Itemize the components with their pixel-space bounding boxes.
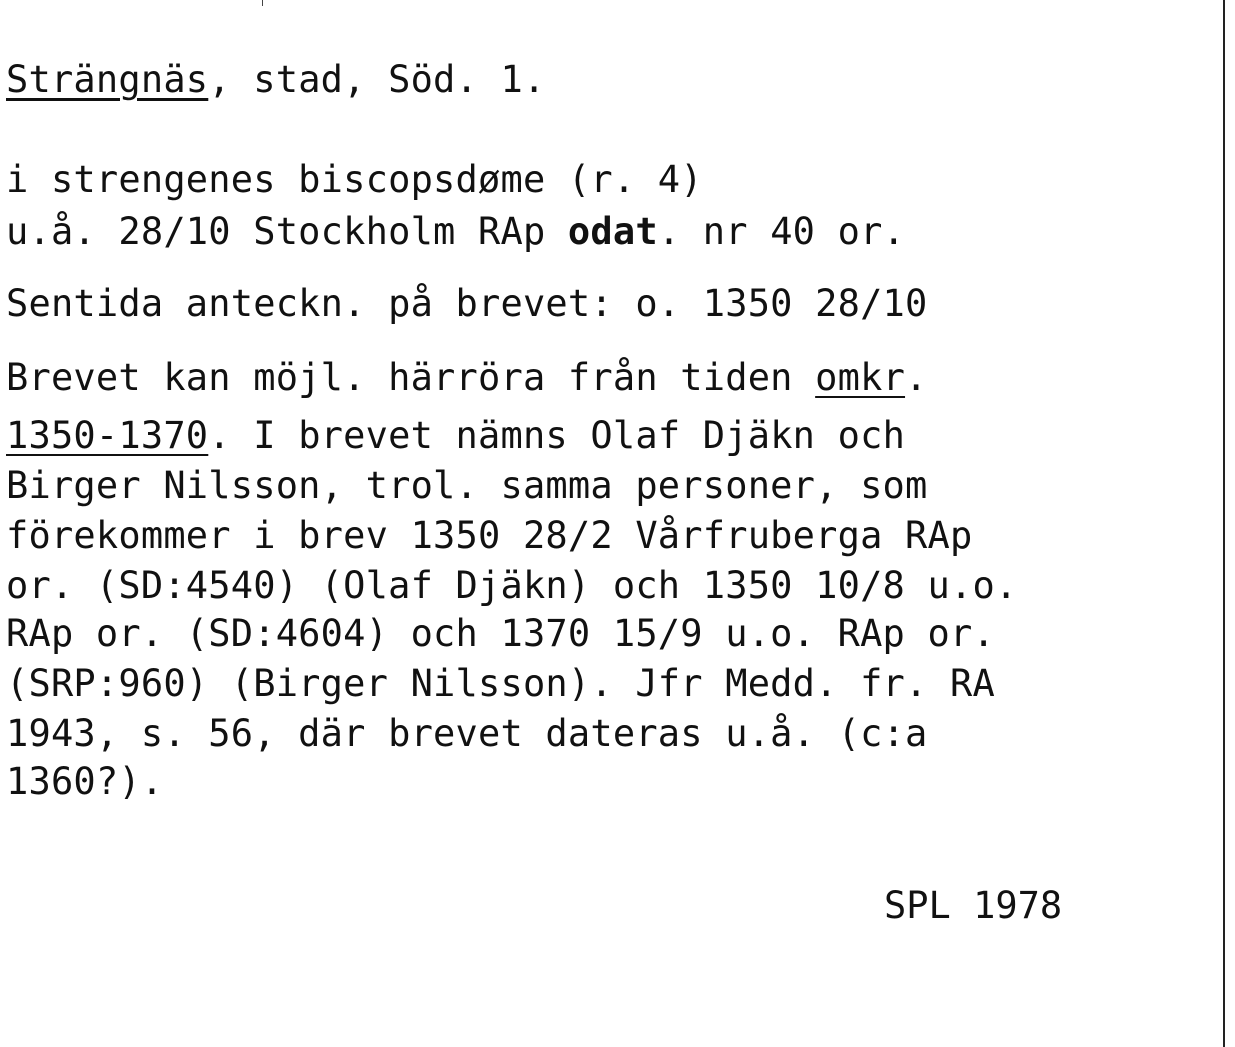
- heading-place-name: Strängnäs: [6, 58, 209, 101]
- body-line-1-pre: Brevet kan möjl. härröra från tiden: [6, 356, 816, 399]
- body-line-1-post: .: [905, 356, 928, 399]
- body-line-2-post: . I brevet nämns Olaf Djäkn och: [208, 414, 906, 457]
- card-right-edge: [1223, 0, 1225, 1047]
- signature: SPL 1978: [884, 884, 1063, 927]
- body-line-2-date-range: 1350-1370: [6, 414, 209, 457]
- diocese-line: i strengenes biscopsdøme (r. 4): [6, 158, 703, 201]
- source-line-post: . nr 40 or.: [657, 210, 906, 253]
- annotation-line: Sentida anteckn. på brevet: o. 1350 28/10: [6, 282, 928, 325]
- body-line-3: Birger Nilsson, trol. samma personer, som: [6, 464, 928, 507]
- body-line-4: förekommer i brev 1350 28/2 Vårfruberga RAp: [6, 514, 973, 557]
- body-line-2: [6, 414, 905, 458]
- source-line-undated: odat: [567, 210, 658, 253]
- body-line-6: RAp or. (SD:4604) och 1370 15/9 u.o. RAp or.: [6, 612, 995, 655]
- source-line: [6, 210, 905, 254]
- card-top-mark: [262, 0, 263, 6]
- heading-rest: , stad, Söd. 1.: [208, 58, 546, 101]
- body-line-1-underlined: omkr: [815, 356, 906, 399]
- body-line-1: [6, 356, 928, 400]
- body-line-9: 1360?).: [6, 760, 164, 803]
- body-line-5: or. (SD:4540) (Olaf Djäkn) och 1350 10/8 u.o.: [6, 564, 1018, 607]
- card-heading: [6, 58, 545, 102]
- body-line-8: 1943, s. 56, där brevet dateras u.å. (c:a: [6, 712, 928, 755]
- body-line-7: (SRP:960) (Birger Nilsson). Jfr Medd. fr. RA: [6, 662, 995, 705]
- source-line-pre: u.å. 28/10 Stockholm RAp: [6, 210, 568, 253]
